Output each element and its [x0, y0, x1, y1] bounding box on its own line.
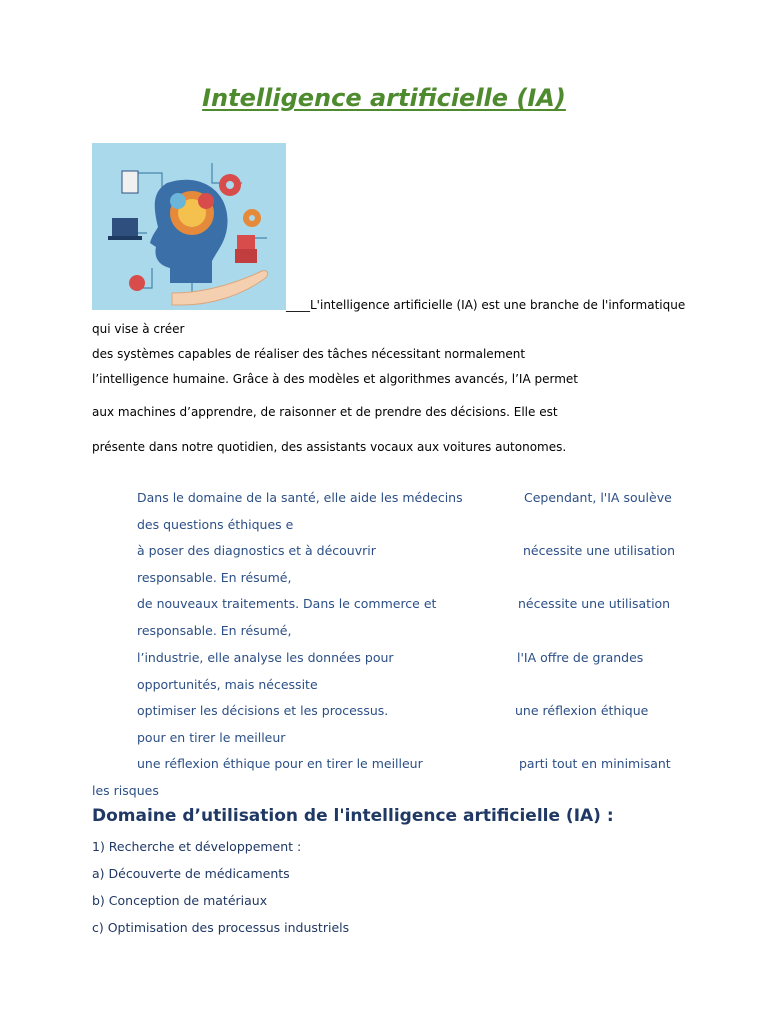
col-wrap-line: opportunités, mais nécessite — [137, 677, 318, 692]
list-item: a) Découverte de médicaments — [92, 866, 290, 881]
list-item: 1) Recherche et développement : — [92, 839, 302, 854]
intro-line-4: aux machines d’apprendre, de raisonner et de prendre des décisions. Elle est — [92, 405, 558, 419]
col-left-line: une réflexion éthique pour en tirer le meilleur — [137, 756, 423, 771]
col-tail-line: les risques — [92, 783, 159, 798]
intro-line-2: des systèmes capables de réaliser des tâches nécessitant normalement — [92, 347, 526, 361]
section-heading: Domaine d’utilisation de l'intelligence artificielle (IA) : — [92, 806, 614, 826]
list-item: c) Optimisation des processus industriels — [92, 920, 350, 935]
col-left-line: de nouveaux traitements. Dans le commerce et — [137, 596, 437, 611]
intro-line-3: l’intelligence humaine. Grâce à des modèles et algorithmes avancés, l’IA permet — [92, 372, 578, 386]
list-item: b) Conception de matériaux — [92, 893, 268, 908]
col-left-line: à poser des diagnostics et à découvrir — [137, 543, 376, 558]
col-wrap-line: responsable. En résumé, — [137, 570, 292, 585]
col-wrap-line: responsable. En résumé, — [137, 623, 292, 638]
col-right-line: une réflexion éthique — [515, 703, 649, 718]
col-left-line: Dans le domaine de la santé, elle aide les médecins — [137, 490, 463, 505]
intro-line-1: qui vise à créer — [92, 322, 185, 336]
col-left-line: l’industrie, elle analyse les données pour — [137, 650, 394, 665]
page-title: Intelligence artificielle (IA) — [202, 84, 566, 112]
intro-line-5: présente dans notre quotidien, des assistants vocaux aux voitures autonomes. — [92, 440, 567, 454]
ai-head-gears-icon — [92, 143, 286, 310]
col-wrap-line: des questions éthiques e — [137, 517, 294, 532]
col-right-line: Cependant, l'IA soulève — [524, 490, 672, 505]
col-right-line: l'IA offre de grandes — [517, 650, 644, 665]
col-right-line: nécessite une utilisation — [523, 543, 676, 558]
col-wrap-line: pour en tirer le meilleur — [137, 730, 286, 745]
col-right-line: parti tout en minimisant — [519, 756, 671, 771]
col-left-line: optimiser les décisions et les processus. — [137, 703, 389, 718]
ai-illustration — [92, 143, 286, 310]
col-right-line: nécessite une utilisation — [518, 596, 671, 611]
intro-line-0: ____L'intelligence artificielle (IA) est une branche de l'informatique — [286, 298, 686, 312]
